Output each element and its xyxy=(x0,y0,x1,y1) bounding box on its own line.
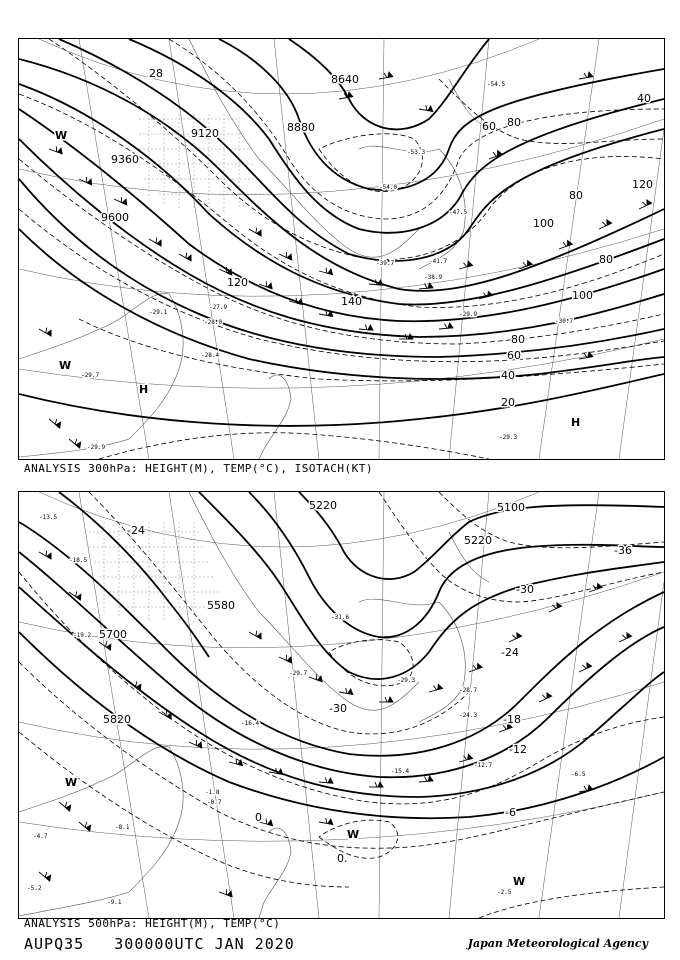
station-temp-label: -24.3 xyxy=(459,712,478,719)
chart-code-title: AUPQ35 300000UTC JAN 2020 xyxy=(24,935,295,953)
station-temp-label: -28.0 xyxy=(204,319,223,326)
isotherm-label: -36 xyxy=(614,544,632,557)
wind-barb xyxy=(487,150,502,159)
wind-barb xyxy=(69,435,83,448)
station-temp-label: -1.8 xyxy=(205,789,220,796)
height-contour-label: 5820 xyxy=(103,713,131,726)
wind-barb xyxy=(279,652,294,662)
wind-barb xyxy=(617,632,632,642)
wind-barb xyxy=(419,776,433,782)
pressure-center-label: W xyxy=(513,875,526,888)
station-temp-label: -16.4 xyxy=(241,720,260,727)
isotherm-label: -30 xyxy=(516,583,534,596)
wind-barb xyxy=(79,174,94,184)
station-temp-label: -13.5 xyxy=(39,514,58,521)
wind-barb xyxy=(458,261,473,269)
station-temp-label: -31.6 xyxy=(331,614,350,621)
station-temp-label: -29.3 xyxy=(397,677,416,684)
map-300hpa-canvas xyxy=(19,39,664,459)
pressure-center-label: W xyxy=(65,776,78,789)
station-temp-label: -2.5 xyxy=(497,889,512,896)
wind-barb xyxy=(339,687,354,694)
wind-barb xyxy=(369,782,383,787)
wind-barb xyxy=(39,868,53,881)
pressure-center-label-group xyxy=(65,776,525,888)
wind-barb xyxy=(269,767,284,774)
station-temp-label: -6.5 xyxy=(571,771,586,778)
station-temp-label: -54.0 xyxy=(379,184,398,191)
station-temp-label: -29.9 xyxy=(87,444,106,451)
caption-300hpa: ANALYSIS 300hPa: HEIGHT(M), TEMP(°C), ISOTACH(KT) xyxy=(24,462,374,475)
wind-barb xyxy=(378,72,393,79)
station-temp-label: -39.7 xyxy=(376,260,395,267)
isotach-label: 28 xyxy=(149,67,163,80)
wind-barb xyxy=(39,548,54,559)
wind-barb xyxy=(587,583,602,592)
wind-barb xyxy=(319,817,334,824)
isotach-label: 40 xyxy=(501,369,515,382)
station-temp-label: -18.5 xyxy=(69,557,88,564)
isotherm-label: -30 xyxy=(329,702,347,715)
wind-barb xyxy=(439,323,453,329)
pressure-center-label: W xyxy=(55,129,68,142)
station-temp-label: -27.9 xyxy=(209,304,228,311)
wind-barb xyxy=(49,144,64,153)
height-contour-label: 5700 xyxy=(99,628,127,641)
station-temp-label: -12.7 xyxy=(474,762,493,769)
station-temp-label: -9.1 xyxy=(107,899,122,906)
wind-barb xyxy=(428,684,443,692)
wind-barb xyxy=(149,235,164,246)
isotach-label: 60 xyxy=(507,349,521,362)
wind-barb xyxy=(179,250,194,261)
wind-barb xyxy=(319,777,333,783)
isotach-label: 120 xyxy=(632,178,653,191)
wind-barb xyxy=(49,415,63,428)
isotach-label: 80 xyxy=(507,116,521,129)
isotherm-label: -24 xyxy=(501,646,519,659)
wind-barb xyxy=(458,754,473,762)
isotherm-label: -6 xyxy=(505,806,516,819)
map-500hpa-canvas xyxy=(19,492,664,918)
isotherm-label: 0. xyxy=(337,852,348,865)
wind-barb xyxy=(229,757,244,765)
wind-barb xyxy=(419,104,434,111)
station-temp-label: -47.5 xyxy=(449,209,468,216)
isotach-label: 80 xyxy=(511,333,525,346)
pressure-center-label: H xyxy=(571,416,581,429)
station-temp-label: -4.7 xyxy=(33,833,48,840)
height-contour-label: 8880 xyxy=(287,121,315,134)
wind-barb xyxy=(249,225,264,236)
station-temp-label: -29.7 xyxy=(81,372,100,379)
wind-barb xyxy=(219,887,234,896)
height-contour-label: 5580 xyxy=(207,599,235,612)
isotherm-label: -18 xyxy=(503,713,521,726)
height-contour-label: 5100 xyxy=(497,501,525,514)
station-temp-label: -29.1 xyxy=(149,309,168,316)
wind-barb xyxy=(39,325,54,336)
height-contour-label: 5220 xyxy=(309,499,337,512)
wind-barb xyxy=(507,632,522,642)
station-temp-label: -41.7 xyxy=(429,258,448,265)
wind-barb xyxy=(69,588,83,600)
isotach-label-group xyxy=(149,67,653,409)
pressure-center-label: W xyxy=(347,828,360,841)
wind-barb xyxy=(319,266,334,274)
wind-barb xyxy=(114,194,129,204)
station-temp-label: -29.9 xyxy=(459,311,478,318)
station-temp-label: -5.2 xyxy=(27,885,42,892)
wind-barb xyxy=(537,692,552,702)
pressure-center-label: H xyxy=(139,383,149,396)
station-temp-label: -38.9 xyxy=(424,274,443,281)
isotach-label: 100 xyxy=(533,217,554,230)
isotherm-label: -24 xyxy=(127,524,145,537)
isotherm-label: 0 xyxy=(255,811,262,824)
isotach-label: 100 xyxy=(572,289,593,302)
station-temp-label: -29.7 xyxy=(289,670,308,677)
height-contour-label: 9120 xyxy=(191,127,219,140)
isotach-label: 80 xyxy=(599,253,613,266)
analysis-500hpa-map xyxy=(18,491,665,919)
wind-barb xyxy=(597,219,612,229)
station-temp-label: -28.7 xyxy=(459,687,478,694)
station-temp-label: -19.2 xyxy=(73,632,92,639)
station-temp-label: -0.7 xyxy=(207,799,222,806)
wind-barb xyxy=(59,798,73,811)
wind-barb xyxy=(637,199,652,209)
station-temp-label: -30.7 xyxy=(555,318,574,325)
isotach-label: 140 xyxy=(341,295,362,308)
station-temp-label: -15.4 xyxy=(391,768,410,775)
wind-barb xyxy=(359,324,373,330)
wind-barb xyxy=(467,663,482,672)
hatched-area xyxy=(89,522,224,622)
height-contour-label: 9600 xyxy=(101,211,129,224)
station-temp-label: -29.3 xyxy=(499,434,518,441)
station-temp-label-group xyxy=(81,81,573,451)
station-temp-label: -53.3 xyxy=(407,149,426,156)
isotach-label: 80 xyxy=(569,189,583,202)
isotherm-label-group xyxy=(127,524,632,865)
isotach-label: 60 xyxy=(482,120,496,133)
isotach-label: 120 xyxy=(227,276,248,289)
height-contour-label: 5220 xyxy=(464,534,492,547)
height-contour-label: 8640 xyxy=(331,73,359,86)
wind-barb xyxy=(578,72,593,79)
height-contour-label: 9360 xyxy=(111,153,139,166)
isotherm-label: -12 xyxy=(509,743,527,756)
station-temp-label: -28.4 xyxy=(201,352,220,359)
station-temp-label: -54.5 xyxy=(487,81,506,88)
wind-barb xyxy=(79,818,93,831)
wind-barb xyxy=(249,628,264,639)
wind-barb xyxy=(379,697,393,702)
station-temp-label: -8.1 xyxy=(115,824,130,831)
isotach-label: 40 xyxy=(637,92,651,105)
caption-500hpa: ANALYSIS 500hPa: HEIGHT(M), TEMP(°C) xyxy=(24,917,281,930)
wind-barb xyxy=(279,249,294,259)
pressure-center-label: W xyxy=(59,359,72,372)
height-contours xyxy=(19,492,664,818)
agency-name: Japan Meteorological Agency xyxy=(467,937,648,950)
analysis-300hpa-map xyxy=(18,38,665,460)
wind-barb xyxy=(577,662,592,672)
isotach-label: 20 xyxy=(501,396,515,409)
